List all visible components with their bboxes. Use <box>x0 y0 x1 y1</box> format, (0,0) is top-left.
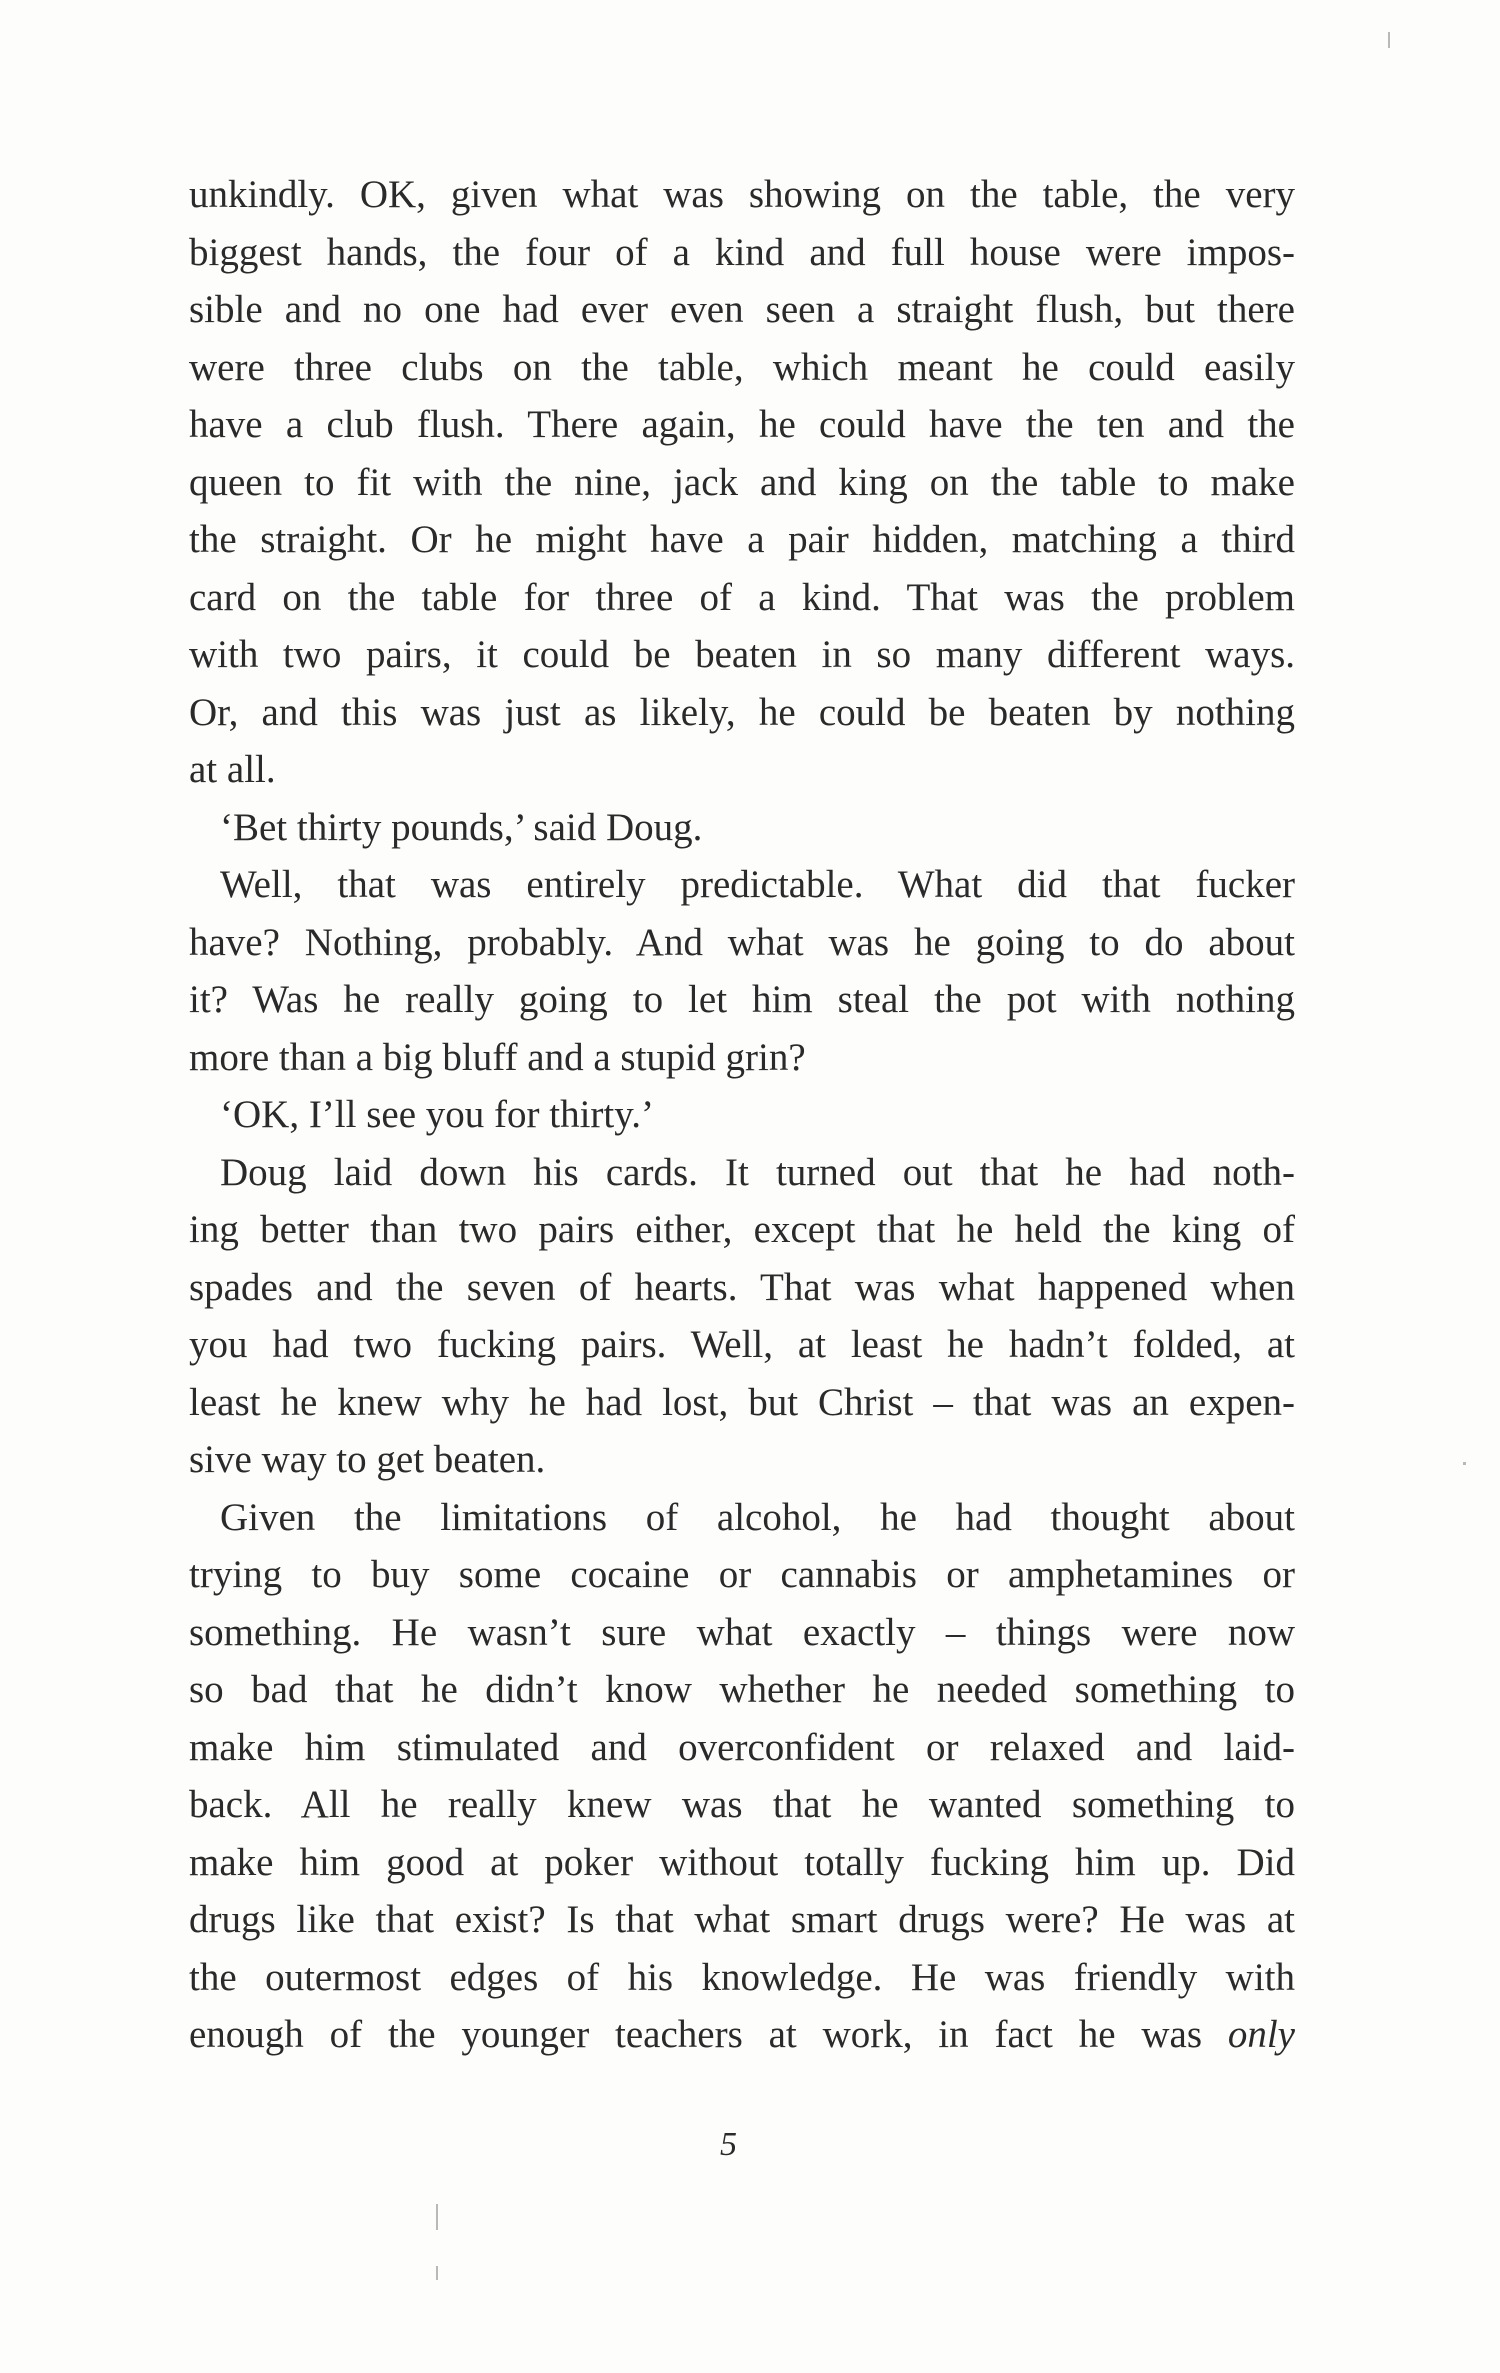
text-line: biggest hands, the four of a kind and full house were impos- <box>189 230 1295 274</box>
scan-mark <box>436 2266 438 2280</box>
text-line: Given the limitations of alcohol, he had thought about <box>220 1495 1295 1539</box>
scan-mark <box>1463 1462 1466 1465</box>
text-line: you had two fucking pairs. Well, at least he hadn’t folded, at <box>189 1323 1295 1366</box>
text-line: something. He wasn’t sure what exactly – things were now <box>189 1610 1295 1654</box>
text-line: the outermost edges of his knowledge. He was friendly with <box>189 1955 1295 1999</box>
text-line: with two pairs, it could be beaten in so many different ways. <box>189 633 1295 676</box>
text-line: so bad that he didn’t know whether he needed something to <box>189 1668 1295 1711</box>
text-line: Doug laid down his cards. It turned out that he had noth- <box>220 1150 1295 1194</box>
text-line: drugs like that exist? Is that what smart drugs were? He was at <box>189 1898 1295 1941</box>
text-line: enough of the younger teachers at work, in fact he was only <box>189 2013 1295 2056</box>
text-line: card on the table for three of a kind. That was the problem <box>189 575 1295 619</box>
text-line: more than a big bluff and a stupid grin? <box>189 1035 806 1079</box>
scan-mark <box>436 2204 438 2230</box>
text-line: Or, and this was just as likely, he could be beaten by nothing <box>189 690 1295 734</box>
text-line: have a club flush. There again, he could have the ten and the <box>189 403 1295 446</box>
text-line: unkindly. OK, given what was showing on the table, the very <box>189 173 1295 216</box>
body-text <box>189 166 1295 2064</box>
text-line: sive way to get beaten. <box>189 1438 546 1481</box>
scan-mark <box>1388 32 1390 48</box>
text-line: make him stimulated and overconfident or relaxed and laid- <box>189 1725 1295 1769</box>
text-line: trying to buy some cocaine or cannabis or amphetamines or <box>189 1553 1295 1596</box>
text-line: the straight. Or he might have a pair hidden, matching a third <box>189 518 1295 561</box>
text-line: spades and the seven of hearts. That was what happened when <box>189 1265 1295 1309</box>
text-line: it? Was he really going to let him steal the pot with nothing <box>189 978 1295 1021</box>
text-line: queen to fit with the nine, jack and king on the table to make <box>189 460 1295 504</box>
text-line: ‘OK, I’ll see you for thirty.’ <box>220 1093 654 1136</box>
text-line: make him good at poker without totally fucking him up. Did <box>189 1840 1295 1884</box>
text-line: sible and no one had ever even seen a straight flush, but there <box>189 288 1295 331</box>
text-line: ing better than two pairs either, except that he held the king of <box>189 1208 1295 1251</box>
text-line: were three clubs on the table, which meant he could easily <box>189 345 1295 389</box>
text-line: ‘Bet thirty pounds,’ said Doug. <box>220 805 703 849</box>
page-number: 5 <box>720 2126 737 2163</box>
text-line: Well, that was entirely predictable. What did that fucker <box>220 863 1295 906</box>
text-line: have? Nothing, probably. And what was he going to do about <box>189 920 1295 964</box>
text-line: back. All he really knew was that he wanted something to <box>189 1783 1295 1826</box>
text-line: at all. <box>189 748 276 791</box>
text-line: least he knew why he had lost, but Christ – that was an expen- <box>189 1380 1295 1424</box>
